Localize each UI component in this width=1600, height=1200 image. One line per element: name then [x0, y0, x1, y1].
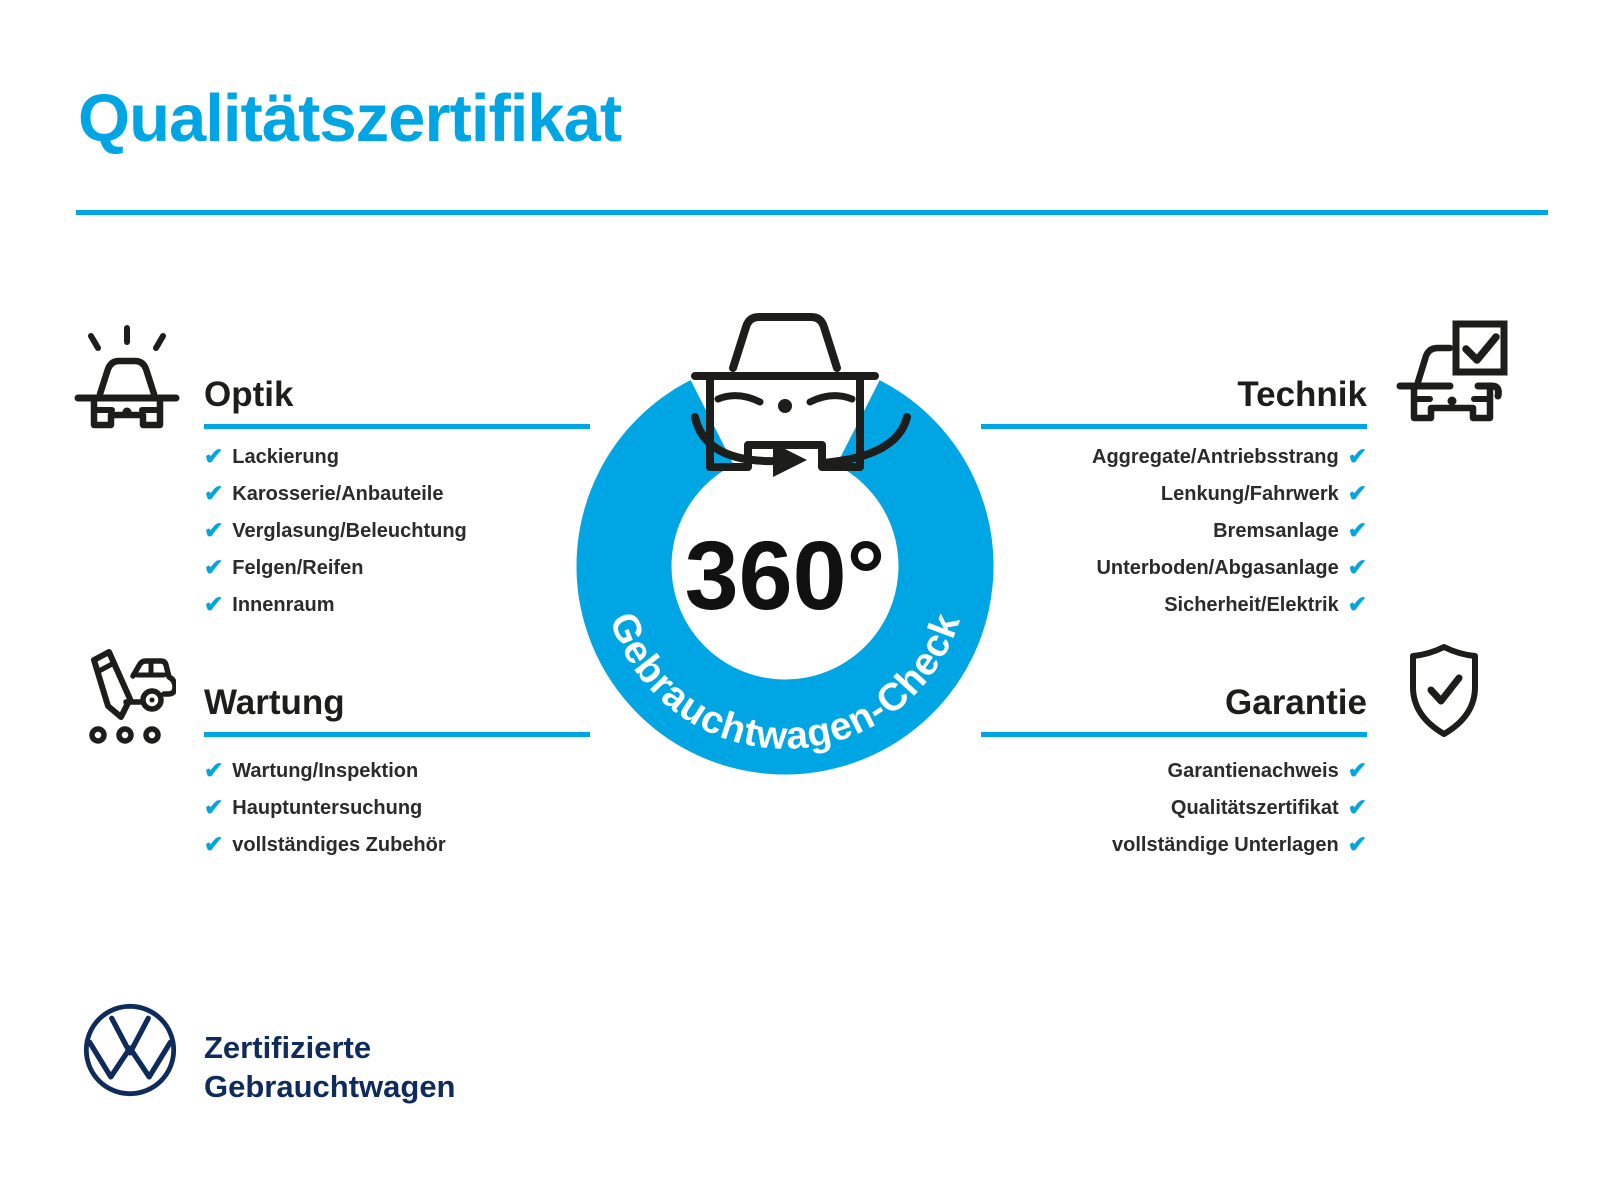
check-icon: ✔ — [1347, 757, 1367, 783]
section-title-garantie: Garantie — [1225, 683, 1367, 722]
checklist-item — [981, 759, 1367, 784]
item-label: vollständige Unterlagen — [1112, 834, 1339, 856]
checklist-item — [981, 796, 1367, 821]
section-optik — [204, 376, 590, 618]
item-label: Qualitätszertifikat — [1170, 797, 1339, 819]
check-icon: ✔ — [1347, 554, 1367, 580]
shield-check-icon — [1406, 642, 1482, 740]
item-label: Lenkung/Fahrwerk — [1160, 483, 1339, 505]
item-label: vollständiges Zubehör — [232, 834, 446, 856]
item-label: Unterboden/Abgasanlage — [1096, 557, 1339, 579]
checklist-item — [204, 833, 590, 858]
item-label: Karosserie/Anbauteile — [232, 483, 444, 505]
check-icon: ✔ — [1347, 794, 1367, 820]
degrees-label: 360° — [684, 521, 886, 630]
check-icon: ✔ — [1347, 517, 1367, 543]
section-technik — [981, 376, 1367, 618]
checklist-item — [981, 519, 1367, 544]
title-divider-line — [76, 210, 1548, 215]
brand-line-1: Zertifizierte — [204, 1030, 372, 1065]
section-underline — [981, 732, 1367, 737]
item-label: Hauptuntersuchung — [232, 797, 423, 819]
check-icon: ✔ — [1347, 443, 1367, 469]
checklist-item — [204, 445, 590, 470]
checklist-item — [204, 759, 590, 784]
check-icon: ✔ — [1347, 591, 1367, 617]
section-underline — [204, 424, 590, 429]
vw-logo — [82, 1002, 178, 1098]
check-icon: ✔ — [204, 554, 224, 580]
check-icon: ✔ — [204, 480, 224, 506]
ring-label: Gebrauchtwagen-Check — [600, 606, 969, 759]
shiny-car-icon — [74, 320, 180, 430]
check-icon: ✔ — [204, 517, 224, 543]
item-label: Verglasung/Beleuchtung — [232, 520, 467, 542]
section-title-optik: Optik — [204, 375, 294, 414]
item-label: Innenraum — [232, 594, 335, 616]
item-label: Sicherheit/Elektrik — [1164, 594, 1339, 616]
checklist-item — [981, 556, 1367, 581]
checklist-item — [204, 796, 590, 821]
checklist-item — [204, 593, 590, 618]
brand-line-2: Gebrauchtwagen — [204, 1069, 456, 1104]
item-label: Garantienachweis — [1167, 760, 1339, 782]
check-icon: ✔ — [1347, 480, 1367, 506]
checklist-item — [204, 556, 590, 581]
checklist-item — [204, 519, 590, 544]
section-wartung — [204, 684, 590, 858]
section-title-wartung: Wartung — [204, 683, 345, 722]
page-title: Qualitätszertifikat — [78, 81, 622, 156]
checklist-item — [981, 593, 1367, 618]
brand-text — [204, 1028, 456, 1106]
checklist-item — [981, 445, 1367, 470]
check-icon: ✔ — [204, 591, 224, 617]
car-checkbox-icon — [1396, 318, 1510, 428]
item-label: Aggregate/Antriebsstrang — [1092, 446, 1339, 468]
section-underline — [981, 424, 1367, 429]
item-label: Felgen/Reifen — [232, 557, 364, 579]
check-icon: ✔ — [204, 794, 224, 820]
section-title-technik: Technik — [1237, 375, 1367, 414]
section-underline — [204, 732, 590, 737]
item-label: Lackierung — [232, 446, 339, 468]
checklist-item — [204, 482, 590, 507]
check-icon: ✔ — [1347, 831, 1367, 857]
section-garantie — [981, 684, 1367, 858]
pencil-service-car-icon — [76, 648, 176, 748]
checklist-item — [981, 833, 1367, 858]
360-check-badge — [535, 295, 1035, 795]
checklist-item — [981, 482, 1367, 507]
item-label: Bremsanlage — [1213, 520, 1339, 542]
check-icon: ✔ — [204, 757, 224, 783]
item-label: Wartung/Inspektion — [232, 760, 419, 782]
check-icon: ✔ — [204, 831, 224, 857]
check-icon: ✔ — [204, 443, 224, 469]
